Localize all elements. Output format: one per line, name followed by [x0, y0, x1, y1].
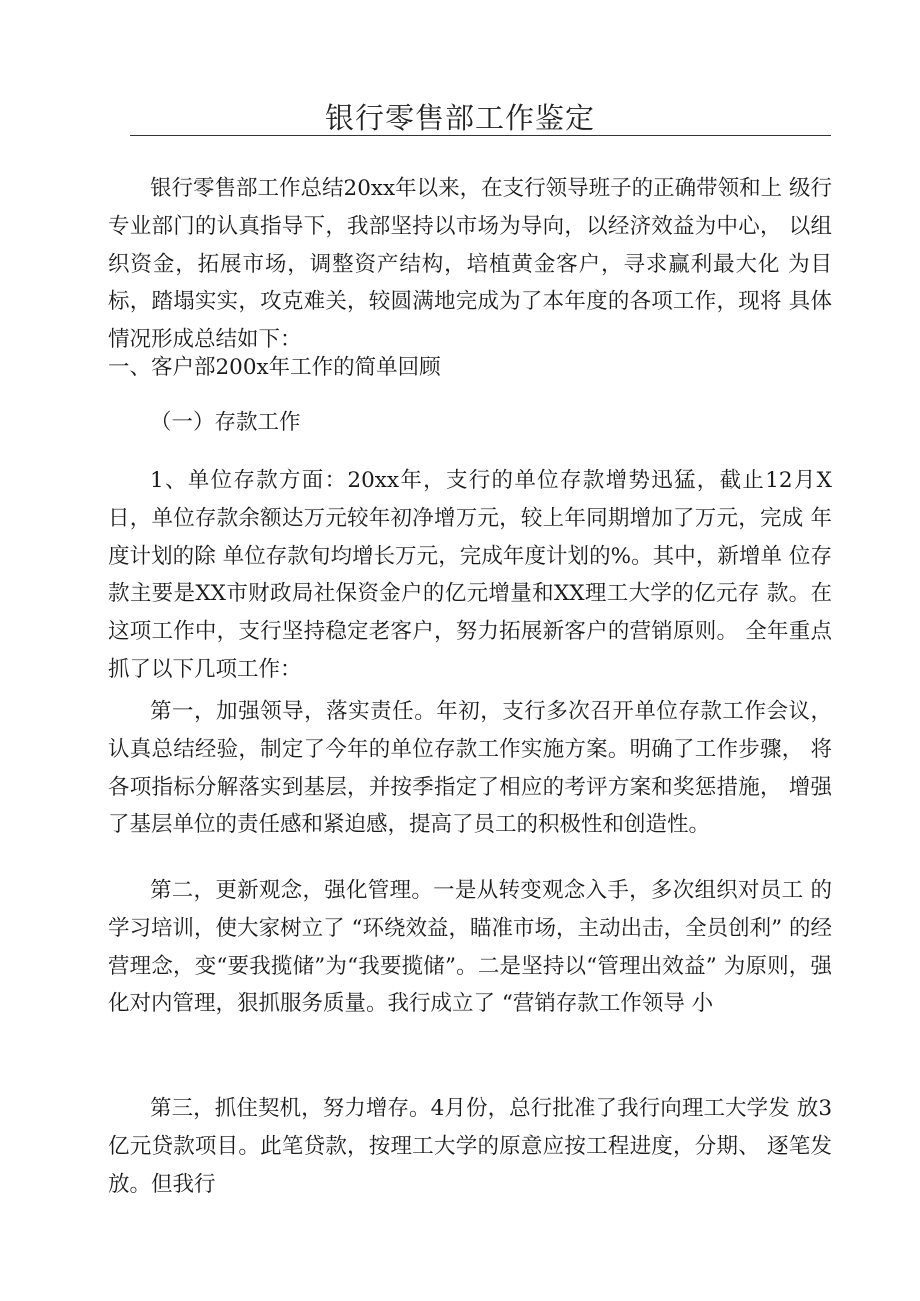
deposit-paragraph: 1、单位存款方面：20xx年，支行的单位存款增势迅猛，截止12月X 日，单位存款余额达万元较年初净增万元，较上年同期增加了万元，完成 年度计划的除 单位存款旬均增长万元，完成年度计划的%。其中，新增单 位存款主要是XX市财政局社保资金户的亿元增量和XX理工大学的亿元存 款。在这项工作中，支行坚持稳定老客户，努力拓展新客户的营销原则。 全年重点抓了以下几项工作： — [108, 468, 832, 682]
point-three-paragraph: 第三，抓住契机，努力增存。4月份，总行批准了我行向理工大学发 放3亿元贷款项目。此笔贷款，按理工大学的原意应按工程进度，分期、 逐笔发放。但我行 — [108, 1096, 832, 1197]
section-heading: 一、客户部200x年工作的简单回顾 — [108, 355, 441, 380]
title-underline — [130, 135, 831, 136]
intro-paragraph: 银行零售部工作总结20xx年以来，在支行领导班子的正确带领和上 级行专业部门的认真指导下，我部坚持以市场为导向，以经济效益为中心， 以组织资金，拓展市场，调整资产结构，培植黄金客户，寻求赢利最大化 为目标，踏塌实实，攻克难关，较圆满地完成为了本年度的各项工作，现将 具体情况形成总结如下： — [108, 176, 832, 353]
document-title: 银行零售部工作鉴定 — [324, 101, 595, 135]
point-two-paragraph: 第二，更新观念，强化管理。一是从转变观念入手，多次组织对员工 的学习培训，使大家树立了 “环绕效益，瞄准市场，主动出击，全员创利” 的经营理念，变“要我揽储”为“我要揽储”。二是坚持以“管理出效益” 为原则，强化对内管理，狠抓服务质量。我行成立了 “营销存款工作领导 小 — [108, 878, 832, 1017]
point-one-paragraph: 第一，加强领导，落实责任。年初，支行多次召开单位存款工作会议， 认真总结经验，制定了今年的单位存款工作实施方案。明确了工作步骤， 将各项指标分解落实到基层，并按季指定了相应的考评方案和奖惩措施， 增强了基层单位的责任感和紧迫感，提高了员工的积极性和创造性。 — [108, 699, 832, 838]
subsection-heading: （一）存款工作 — [150, 410, 301, 435]
